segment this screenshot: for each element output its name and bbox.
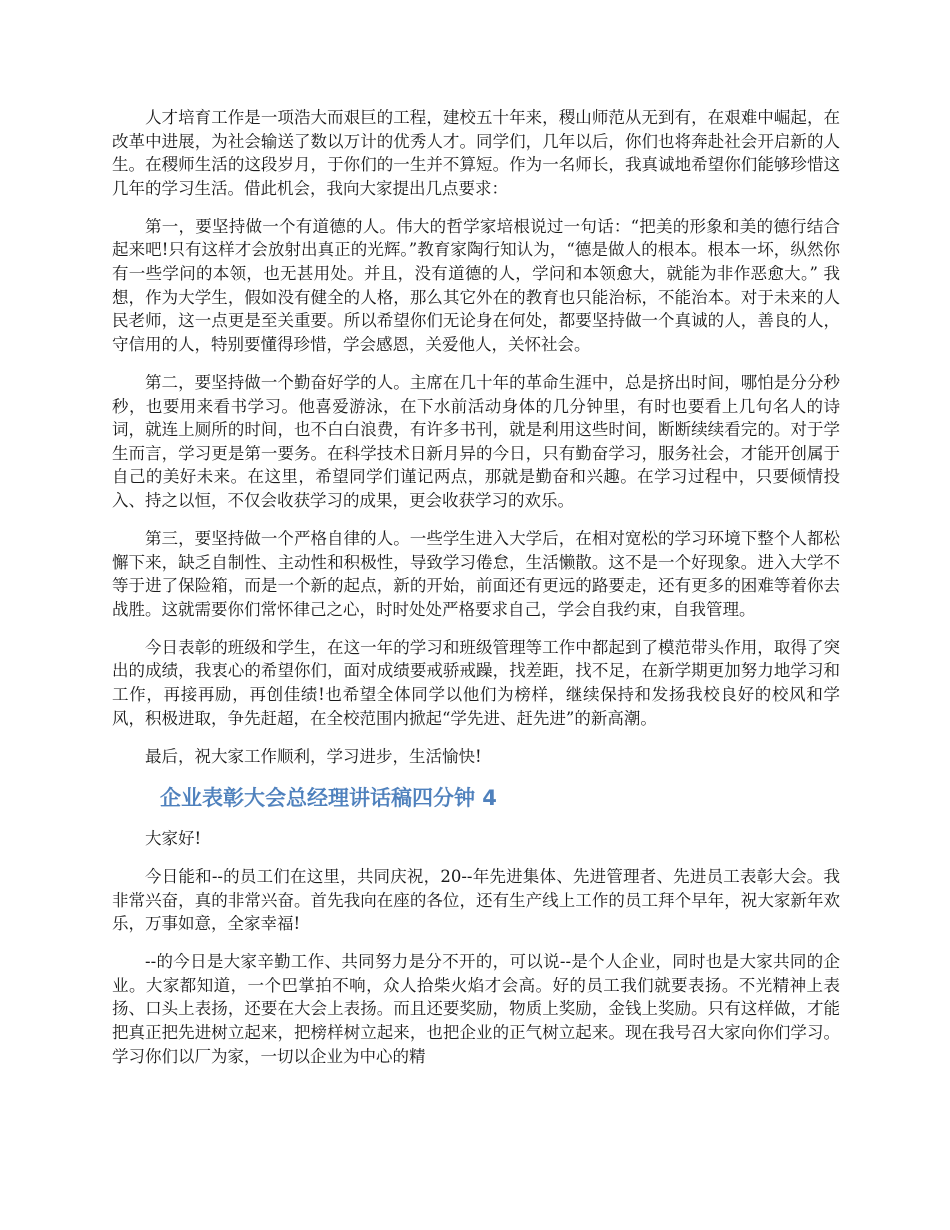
paragraph-opening: 今日能和--的员工们在这里，共同庆祝，20--年先进集体、先进管理者、先进员工表彰大会。我非常兴奋，真的非常兴奋。首先我向在座的各位，还有生产线上工作的员工拜个早年，祝大家新年欢乐，万事如意，全家幸福! (112, 866, 840, 934)
paragraph-second-diligence: 第二，要坚持做一个勤奋好学的人。主席在几十年的革命生涯中，总是挤出时间，哪怕是分分秒秒，也要用来看书学习。他喜爱游泳，在下水前活动身体的几分钟里，有时也要看上几句名人的诗词，就连上厕所的时间，也不白白浪费，有许多书刊，就是利用这些时间，断断续续看完的。对于学生而言，学习更是第一要务。在科学技术日新月异的今日，只有勤奋学习，服务社会，才能开创属于自己的美好未来。在这里，希望同学们谨记两点，那就是勤奋和兴趣。在学习过程中，只要倾情投入、持之以恒，不仅会收获学习的成果，更会收获学习的欢乐。 (112, 372, 840, 510)
paragraph-commendation: 今日表彰的班级和学生，在这一年的学习和班级管理等工作中都起到了模范带头作用，取得了突出的成绩，我衷心的希望你们，面对成绩要戒骄戒躁，找差距，找不足，在新学期更加努力地学习和工作，再接再励，再创佳绩!也希望全体同学以他们为榜样，继续保持和发扬我校良好的校风和学风，积极进取，争先赶超，在全校范围内掀起“学先进、赶先进”的新高潮。 (112, 637, 840, 728)
section-heading: 企业表彰大会总经理讲话稿四分钟 4 (160, 785, 497, 810)
paragraph-teamwork: --的今日是大家辛勤工作、共同努力是分不开的，可以说--是个人企业，同时也是大家共同的企业。大家都知道，一个巴掌拍不响，众人拾柴火焰才会高。好的员工我们就要表扬。不光精神上表扬、口头上表扬，还要在大会上表扬。而且还要奖励，物质上奖励，金钱上奖励。只有这样做，才能把真正把先进树立起来，把榜样树立起来，也把企业的正气树立起来。现在我号召大家向你们学习。学习你们以厂为家，一切以企业为中心的精 (112, 952, 840, 1066)
paragraph-greeting: 大家好! (145, 828, 202, 848)
paragraph-talent-cultivation: 人才培育工作是一项浩大而艰巨的工程，建校五十年来，稷山师范从无到有，在艰难中崛起，在改革中进展，为社会输送了数以万计的优秀人才。同学们，几年以后，你们也将奔赴社会开启新的人生。在稷师生活的这段岁月，于你们的一生并不算短。作为一名师长，我真诚地希望你们能够珍惜这几年的学习生活。借此机会，我向大家提出几点要求： (112, 108, 840, 198)
document-page (112, 106, 840, 1083)
paragraph-closing-wishes: 最后，祝大家工作顺利，学习进步，生活愉快! (145, 746, 482, 766)
paragraph-third-self-discipline: 第三，要坚持做一个严格自律的人。一些学生进入大学后，在相对宽松的学习环境下整个人都松懈下来，缺乏自制性、主动性和积极性，导致学习倦怠，生活懒散。这不是一个好现象。进入大学不等于进了保险箱，而是一个新的起点，新的开始，前面还有更远的路要走，还有更多的困难等着你去战胜。这就需要你们常怀律己之心，时时处处严格要求自己，学会自我约束，自我管理。 (112, 529, 840, 619)
paragraph-first-morality: 第一，要坚持做一个有道德的人。伟大的哲学家培根说过一句话：“把美的形象和美的德行结合起来吧!只有这样才会放射出真正的光辉。”教育家陶行知认为，“德是做人的根本。根本一坏，纵然你有一些学问的本领，也无甚用处。并且，没有道德的人，学问和本领愈大，就能为非作恶愈大。” 我想，作为大学生，假如没有健全的人格，那么其它外在的教育也只能治标，不能治本。对于未来的人民老师，这一点更是至关重要。所以希望你们无论身在何处，都要坚持做一个真诚的人，善良的人，守信用的人，特别要懂得珍惜，学会感恩，关爱他人，关怀社会。 (112, 216, 840, 354)
